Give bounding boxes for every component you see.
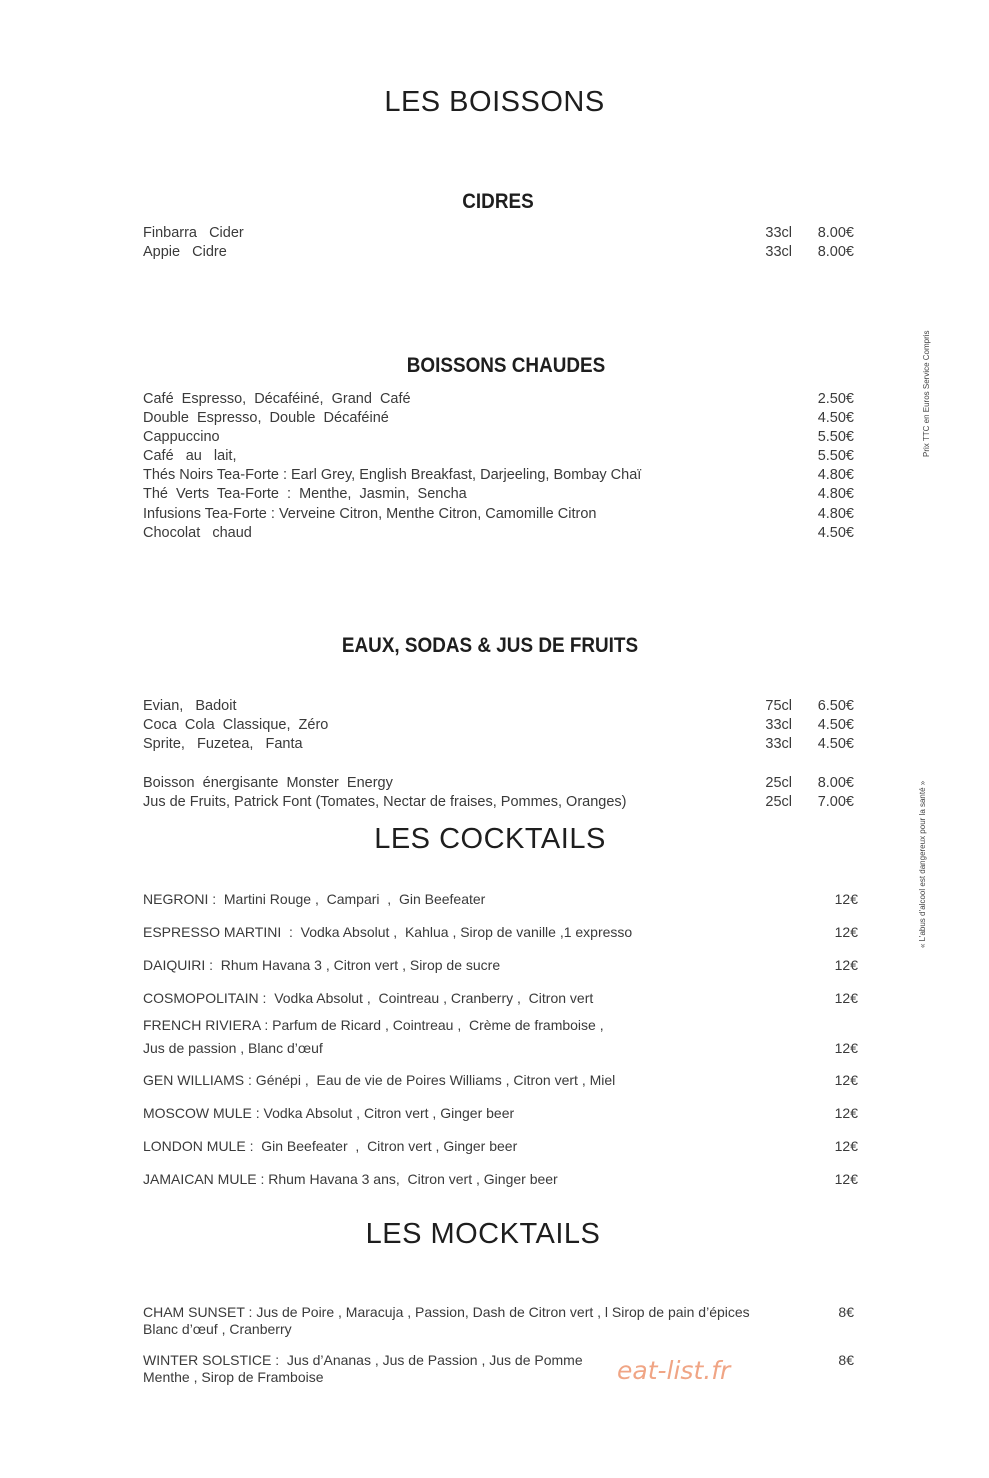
cocktail-price: 12€ [834,1040,858,1056]
item-name: Café Espresso, Décaféiné, Grand Café [143,391,411,407]
section-title-boissons-chaudes: BOISSONS CHAUDES [406,354,606,377]
mocktail-name: WINTER SOLSTICE : Jus d’Ananas , Jus de Passion , Jus de Pomme [143,1352,583,1368]
menu-item [143,409,854,428]
section-title-mocktails: LES MOCKTAILS [365,1218,601,1250]
cocktail-price: 12€ [834,1171,858,1187]
menu-item [143,793,854,812]
cocktail-price: 12€ [834,924,858,940]
cocktail-price: 12€ [834,1072,858,1088]
cocktail-name: COSMOPOLITAIN : Vodka Absolut , Cointreau , Cranberry , Citron vert [143,990,594,1006]
side-note-alcool: « L’abus d’alcool est dangereux pour la santé » [918,780,927,948]
cocktail-name: ESPRESSO MARTINI : Vodka Absolut , Kahlua , Sirop de vanille ,1 expresso [143,924,633,940]
cocktail-name: NEGRONI : Martini Rouge , Campari , Gin Beefeater [143,891,486,907]
item-name: Double Espresso, Double Décaféiné [143,410,389,426]
menu-item [143,505,854,524]
side-note-prix: Prix TTC en Euros Service Compris [922,330,931,457]
cocktail-name: DAIQUIRI : Rhum Havana 3 , Citron vert , Sirop de sucre [143,957,501,973]
item-volume: 25cl [765,794,792,810]
menu-item [143,716,854,735]
item-name: Coca Cola Classique, Zéro [143,717,329,733]
item-name: Thé Verts Tea-Forte : Menthe, Jasmin, Sencha [143,486,467,502]
item-name: Infusions Tea-Forte : Verveine Citron, Menthe Citron, Camomille Citron [143,506,597,522]
page-title: LES BOISSONS [384,86,605,118]
cocktail-name: LONDON MULE : Gin Beefeater , Citron vert , Ginger beer [143,1138,518,1154]
item-volume: 33cl [765,244,792,260]
menu-item [143,485,854,504]
cocktail-name: JAMAICAN MULE : Rhum Havana 3 ans, Citron vert , Ginger beer [143,1171,558,1187]
item-name: Jus de Fruits, Patrick Font (Tomates, Nectar de fraises, Pommes, Oranges) [143,794,627,810]
item-volume: 33cl [765,717,792,733]
cocktail-price: 12€ [834,891,858,907]
item-volume: 25cl [765,775,792,791]
item-volume: 33cl [765,225,792,241]
cocktail-item [143,1016,858,1060]
section-title-eaux-sodas: EAUX, SODAS & JUS DE FRUITS [341,634,639,657]
cocktail-name: FRENCH RIVIERA : Parfum de Ricard , Cointreau , Crème de framboise , [143,1017,604,1033]
cocktail-price: 12€ [834,1105,858,1121]
item-price: 4.50€ [817,410,854,426]
item-name: Café au lait, [143,448,237,464]
item-name: Boisson énergisante Monster Energy [143,775,393,791]
mocktail-price: 8€ [838,1304,854,1320]
menu-item [143,428,854,447]
menu-item [143,243,854,262]
item-price: 4.80€ [817,506,854,522]
menu-item [143,735,854,754]
item-price: 4.50€ [817,525,854,541]
cocktail-name-line2: Jus de passion , Blanc d’œuf [143,1040,323,1056]
item-price: 5.50€ [817,429,854,445]
section-title-cidres: CIDRES [462,190,534,213]
item-price: 4.80€ [817,467,854,483]
item-price: 8.00€ [817,225,854,241]
menu-item [143,390,854,409]
item-price: 8.00€ [817,244,854,260]
item-name: Evian, Badoit [143,698,237,714]
item-price: 4.80€ [817,486,854,502]
cocktail-price: 12€ [834,990,858,1006]
cocktail-name: MOSCOW MULE : Vodka Absolut , Citron vert , Ginger beer [143,1105,515,1121]
item-name: Appie Cidre [143,244,227,260]
item-price: 8.00€ [817,775,854,791]
menu-item [143,524,854,543]
menu-item [143,224,854,243]
item-name: Cappuccino [143,429,220,445]
mocktail-name-line2: Blanc d’œuf , Cranberry [143,1321,292,1337]
mocktail-item [143,1304,854,1340]
item-price: 6.50€ [817,698,854,714]
item-name: Finbarra Cider [143,225,244,241]
mocktail-name-line2: Menthe , Sirop de Framboise [143,1369,324,1385]
mocktail-item [143,1352,854,1388]
cocktail-name: GEN WILLIAMS : Génépi , Eau de vie de Poires Williams , Citron vert , Miel [143,1072,616,1088]
item-name: Chocolat chaud [143,525,252,541]
cocktail-price: 12€ [834,957,858,973]
menu-item [143,774,854,793]
item-volume: 75cl [765,698,792,714]
item-price: 4.50€ [817,736,854,752]
item-volume: 33cl [765,736,792,752]
menu-item [143,447,854,466]
item-price: 7.00€ [817,794,854,810]
section-title-cocktails: LES COCKTAILS [374,823,606,855]
cocktail-price: 12€ [834,1138,858,1154]
item-price: 2.50€ [817,391,854,407]
item-name: Sprite, Fuzetea, Fanta [143,736,303,752]
mocktail-price: 8€ [838,1352,854,1368]
item-price: 5.50€ [817,448,854,464]
mocktail-name: CHAM SUNSET : Jus de Poire , Maracuja , Passion, Dash de Citron vert , l Sirop de pain d’épices [143,1304,750,1320]
menu-item [143,466,854,485]
watermark: eat-list.fr [617,1356,731,1385]
menu-item [143,697,854,716]
item-name: Thés Noirs Tea-Forte : Earl Grey, English Breakfast, Darjeeling, Bombay Chaï [143,467,642,483]
item-price: 4.50€ [817,717,854,733]
